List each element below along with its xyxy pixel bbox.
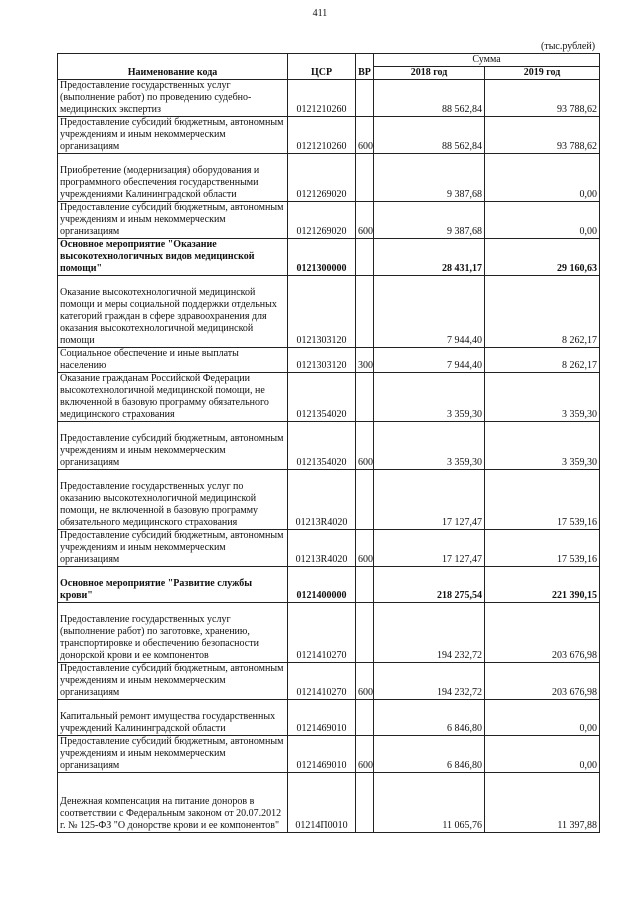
amount-2019-cell: 8 262,17 — [485, 276, 600, 348]
table-row — [58, 663, 600, 700]
amount-2018-cell: 7 944,40 — [374, 348, 485, 373]
name-cell: Оказание гражданам Российской Федерации высокотехнологичной медицинской помощи, не включенной в базовую программу обязательного медицинского страхования — [58, 373, 288, 422]
csr-cell: 0121269020 — [288, 154, 356, 202]
vr-cell — [356, 80, 374, 117]
amount-2018-cell: 3 359,30 — [374, 422, 485, 470]
amount-2019-cell: 203 676,98 — [485, 603, 600, 663]
table-header-row — [58, 54, 600, 67]
csr-cell: 01214П0010 — [288, 773, 356, 833]
vr-cell: 600 — [356, 422, 374, 470]
vr-cell: 300 — [356, 348, 374, 373]
name-cell: Приобретение (модернизация) оборудования и программного обеспечения государственными учреждениями Калининградской области — [58, 154, 288, 202]
amount-2018-cell: 6 846,80 — [374, 700, 485, 736]
amount-2018-cell: 17 127,47 — [374, 470, 485, 530]
amount-2019-cell: 221 390,15 — [485, 567, 600, 603]
amount-2019-cell: 93 788,62 — [485, 117, 600, 154]
amount-2019-cell: 0,00 — [485, 202, 600, 239]
vr-cell: 600 — [356, 117, 374, 154]
name-cell: Предоставление субсидий бюджетным, автономным учреждениям и иным некоммерческим организациям — [58, 202, 288, 239]
vr-cell: 600 — [356, 202, 374, 239]
csr-cell: 0121210260 — [288, 80, 356, 117]
amount-2018-cell: 194 232,72 — [374, 603, 485, 663]
csr-cell: 0121410270 — [288, 663, 356, 700]
amount-2019-cell: 0,00 — [485, 700, 600, 736]
vr-cell — [356, 773, 374, 833]
csr-cell: 0121400000 — [288, 567, 356, 603]
csr-cell: 0121300000 — [288, 239, 356, 276]
table-row — [58, 700, 600, 736]
vr-cell — [356, 239, 374, 276]
name-cell: Предоставление государственных услуг (выполнение работ) по заготовке, хранению, транспортировке и обеспечению безопасности донорской крови и ее компонентов — [58, 603, 288, 663]
amount-2019-cell: 3 359,30 — [485, 422, 600, 470]
amount-2019-cell: 11 397,88 — [485, 773, 600, 833]
table-row — [58, 773, 600, 833]
table-row — [58, 202, 600, 239]
name-cell: Предоставление субсидий бюджетным, автономным учреждениям и иным некоммерческим организациям — [58, 530, 288, 567]
amount-2018-cell: 9 387,68 — [374, 154, 485, 202]
table-row — [58, 736, 600, 773]
vr-cell: 600 — [356, 736, 374, 773]
amount-2019-cell: 203 676,98 — [485, 663, 600, 700]
table-row — [58, 276, 600, 348]
name-cell: Предоставление субсидий бюджетным, автономным учреждениям и иным некоммерческим организациям — [58, 422, 288, 470]
table-row — [58, 117, 600, 154]
amount-2019-cell: 8 262,17 — [485, 348, 600, 373]
vr-cell — [356, 276, 374, 348]
name-cell: Предоставление субсидий бюджетным, автономным учреждениям и иным некоммерческим организациям — [58, 663, 288, 700]
amount-2018-cell: 28 431,17 — [374, 239, 485, 276]
vr-cell: 600 — [356, 663, 374, 700]
amount-2018-cell: 11 065,76 — [374, 773, 485, 833]
amount-2018-cell: 6 846,80 — [374, 736, 485, 773]
header-sum: Сумма — [374, 54, 600, 67]
csr-cell: 0121354020 — [288, 422, 356, 470]
vr-cell — [356, 154, 374, 202]
amount-2019-cell: 93 788,62 — [485, 80, 600, 117]
header-2018: 2018 год — [374, 67, 485, 80]
table-row — [58, 80, 600, 117]
table-row — [58, 530, 600, 567]
name-cell: Предоставление государственных услуг (выполнение работ) по проведению судебно-медицинских экспертиз — [58, 80, 288, 117]
vr-cell — [356, 470, 374, 530]
table-row — [58, 422, 600, 470]
header-csr: ЦСР — [288, 54, 356, 80]
header-name: Наименование кода — [58, 54, 288, 80]
amount-2019-cell: 17 539,16 — [485, 470, 600, 530]
csr-cell: 01213R4020 — [288, 530, 356, 567]
amount-2019-cell: 29 160,63 — [485, 239, 600, 276]
name-cell: Предоставление субсидий бюджетным, автономным учреждениям и иным некоммерческим организациям — [58, 736, 288, 773]
table-row — [58, 348, 600, 373]
table-row — [58, 470, 600, 530]
units-note: (тыс.рублей) — [541, 41, 596, 52]
amount-2018-cell: 88 562,84 — [374, 80, 485, 117]
csr-cell: 0121210260 — [288, 117, 356, 154]
name-cell: Денежная компенсация на питание доноров в соответствии с Федеральным законом от 20.07.2012 г. № 125-ФЗ "О донорстве крови и ее компонентов" — [58, 773, 288, 833]
amount-2018-cell: 9 387,68 — [374, 202, 485, 239]
vr-cell — [356, 700, 374, 736]
name-cell: Предоставление государственных услуг по оказанию высокотехнологичной медицинской помощи, не включенной в базовую программу обязательного медицинского страхования — [58, 470, 288, 530]
amount-2019-cell: 17 539,16 — [485, 530, 600, 567]
csr-cell: 0121303120 — [288, 348, 356, 373]
table-body — [58, 80, 600, 833]
amount-2018-cell: 218 275,54 — [374, 567, 485, 603]
table-row — [58, 567, 600, 603]
name-cell: Социальное обеспечение и иные выплаты населению — [58, 348, 288, 373]
table-row — [58, 154, 600, 202]
name-cell: Предоставление субсидий бюджетным, автономным учреждениям и иным некоммерческим организациям — [58, 117, 288, 154]
vr-cell — [356, 373, 374, 422]
name-cell: Капитальный ремонт имущества государственных учреждений Калининградской области — [58, 700, 288, 736]
amount-2019-cell: 0,00 — [485, 154, 600, 202]
header-vr: ВР — [356, 54, 374, 80]
amount-2019-cell: 0,00 — [485, 736, 600, 773]
header-2019: 2019 год — [485, 67, 600, 80]
amount-2018-cell: 7 944,40 — [374, 276, 485, 348]
csr-cell: 0121469010 — [288, 736, 356, 773]
amount-2018-cell: 194 232,72 — [374, 663, 485, 700]
vr-cell — [356, 603, 374, 663]
page-number: 411 — [312, 8, 328, 19]
vr-cell: 600 — [356, 530, 374, 567]
vr-cell — [356, 567, 374, 603]
table-row — [58, 239, 600, 276]
amount-2018-cell: 88 562,84 — [374, 117, 485, 154]
table-row — [58, 603, 600, 663]
amount-2019-cell: 3 359,30 — [485, 373, 600, 422]
csr-cell: 0121303120 — [288, 276, 356, 348]
name-cell: Оказание высокотехнологичной медицинской помощи и меры социальной поддержки отдельных категорий граждан в сфере здравоохранения для оказания высокотехнологичной медицинской помощи — [58, 276, 288, 348]
name-cell: Основное мероприятие "Развитие службы крови" — [58, 567, 288, 603]
csr-cell: 0121410270 — [288, 603, 356, 663]
csr-cell: 0121269020 — [288, 202, 356, 239]
csr-cell: 0121354020 — [288, 373, 356, 422]
csr-cell: 01213R4020 — [288, 470, 356, 530]
amount-2018-cell: 17 127,47 — [374, 530, 485, 567]
table-row — [58, 373, 600, 422]
name-cell: Основное мероприятие "Оказание высокотехнологичных видов медицинской помощи" — [58, 239, 288, 276]
csr-cell: 0121469010 — [288, 700, 356, 736]
amount-2018-cell: 3 359,30 — [374, 373, 485, 422]
budget-table — [57, 53, 600, 833]
